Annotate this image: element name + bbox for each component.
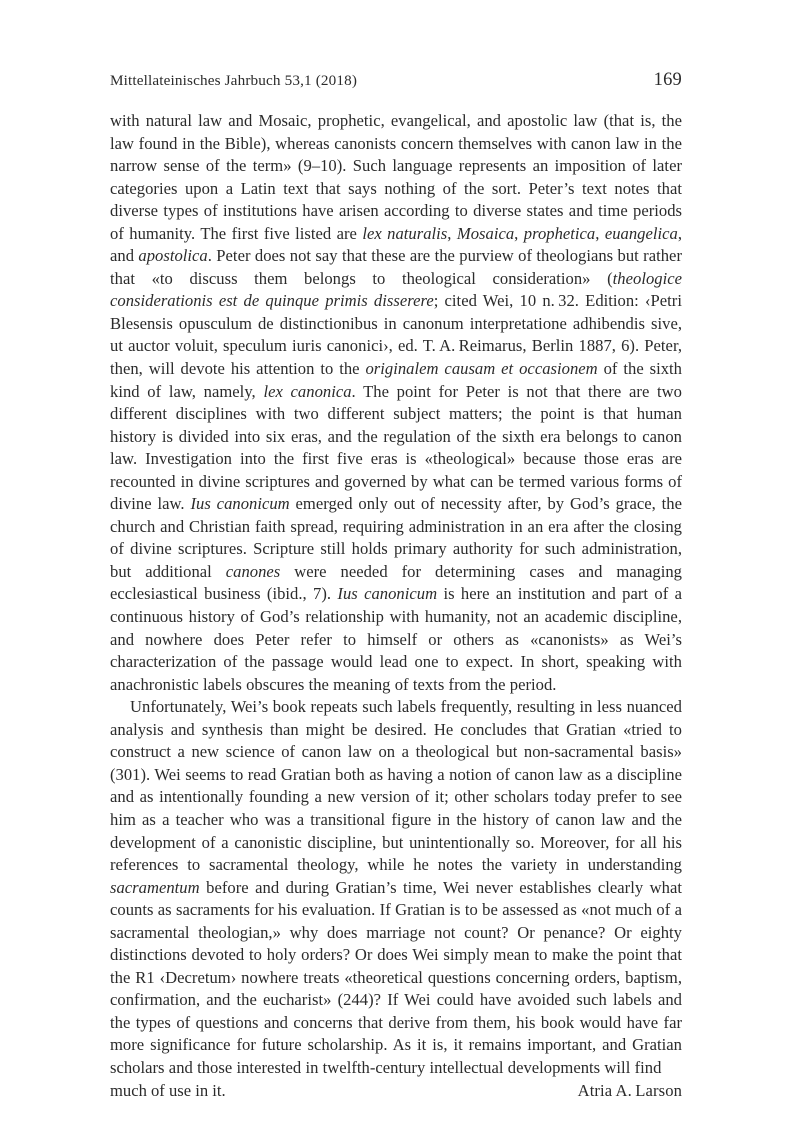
italic-term: Ius canonicum [190,494,290,514]
text-run: before and during Gratian’s time, Wei never establishes clearly what counts as sacraments for his evaluation. If Gratian is to be assessed as «not much of a sacramental theologian,» why does marriage not count? Or penance? Or eighty distinctions devoted to holy orders? Or does Wei simply mean to make the point that the R1 ‹Decretum› nowhere treats «theoretical questions concerning orders, baptism, confirmation, and the eucharist» (244)? If Wei could have avoided such labels and the types of questions and concerns that derive from them, his book would have far more significance for future scholarship. As it is, it remains important, and Gratian scholars and those interested in twelfth-century intellectual developments will find [110,877,682,1077]
italic-term: theologice considerationis est de quinque primis disserere [110,268,682,311]
italic-term: sacramentum [110,877,200,897]
author-signature: Atria A. Larson [577,1080,682,1100]
text-run: ; cited Wei, 10 n. 32. Edition: ‹Petri Blesensis opusculum de distinctionibus in canonum interpretatione adhibendis sive, ut auctor voluit, speculum iuris canonici›, ed. T. A. Reimarus, Berlin 1887, 6). Peter, then, will devote his attention to the [110,291,682,379]
italic-term: canones [225,561,281,581]
italic-term: euangelica [604,223,678,243]
text-run: emerged only out of necessity after, by God’s grace, the church and Christian faith spread, requiring administration in an era after the closing of divine scriptures. Scripture still holds primary authority for such administration, but additional [110,494,682,581]
italic-term: Mosaica [456,223,515,243]
text-run: is here an institution and part of a continuous history of God’s relationship with humanity, not an academic discipline, and nowhere does Peter refer to himself or others as «canonists» as Wei’s characterization of the passage would lead one to expect. In short, speaking with anachronistic labels obscures the meaning of texts from the period. [110,584,682,694]
text-run: . The point for Peter is not that there are two different disciplines with two different subject matters; the point is that human history is divided into six eras, and the regulation of the sixth era belongs to canon law. Investigation into the first five eras is «theological» because those eras are recounted in divine scriptures and governed by what can be termed various forms of divine law. [110,381,682,514]
text-run: , [595,223,605,243]
italic-term: prophetica [523,223,596,243]
text-run: , and [110,223,683,266]
body-text-block [110,110,682,1102]
text-run: , [514,223,524,243]
paragraph [110,696,682,1079]
text-run: were needed for determining cases and managing ecclesiastical business (ibid., 7). [110,561,682,604]
text-run: , [447,223,457,243]
text-run: . Peter does not say that these are the purview of theologians but rather that «to discuss them belongs to theological consideration» ( [110,246,682,288]
italic-term: lex canonica [263,381,352,401]
italic-term: originalem causam et occasionem [365,359,598,379]
italic-term: lex naturalis [362,223,448,243]
running-head [110,70,682,91]
text-run: with natural law and Mosaic, prophetic, evangelical, and apostolic law (that is, the law found in the Bible), whereas canonists concern themselves with canon law in the narrow sense of the term» (9–10). Such language represents an imposition of later categories upon a Latin text that says nothing of the sort. Peter’s text notes that diverse types of institutions have arisen according to diverse states and time periods of humanity. The first five listed are [110,111,682,243]
paragraph [110,110,682,696]
closing-text: much of use in it. [110,1080,226,1100]
text-run: Unfortunately, Wei’s book repeats such labels frequently, resulting in less nuanced analysis and synthesis than might be desired. He concludes that Gratian «tried to construct a new science of canon law on a theological but non-sacramental basis» (301). Wei seems to read Gratian both as having a notion of canon law as a discipline and as intentionally founding a new version of it; other scholars today prefer to see him as a teacher who was a transitional figure in the history of canon law and the development of a canonistic discipline, but unintentionally so. Moreover, for all his references to sacramental theology, while he notes the variety in understanding [110,697,682,875]
journal-title: Mittellateinisches Jahrbuch 53,1 (2018) [110,72,358,89]
closing-line [110,1080,682,1103]
page-number: 169 [653,70,682,90]
italic-term: apostolica [138,246,208,266]
italic-term: Ius canonicum [337,584,438,604]
text-run: of the sixth kind of law, namely, [110,359,682,401]
